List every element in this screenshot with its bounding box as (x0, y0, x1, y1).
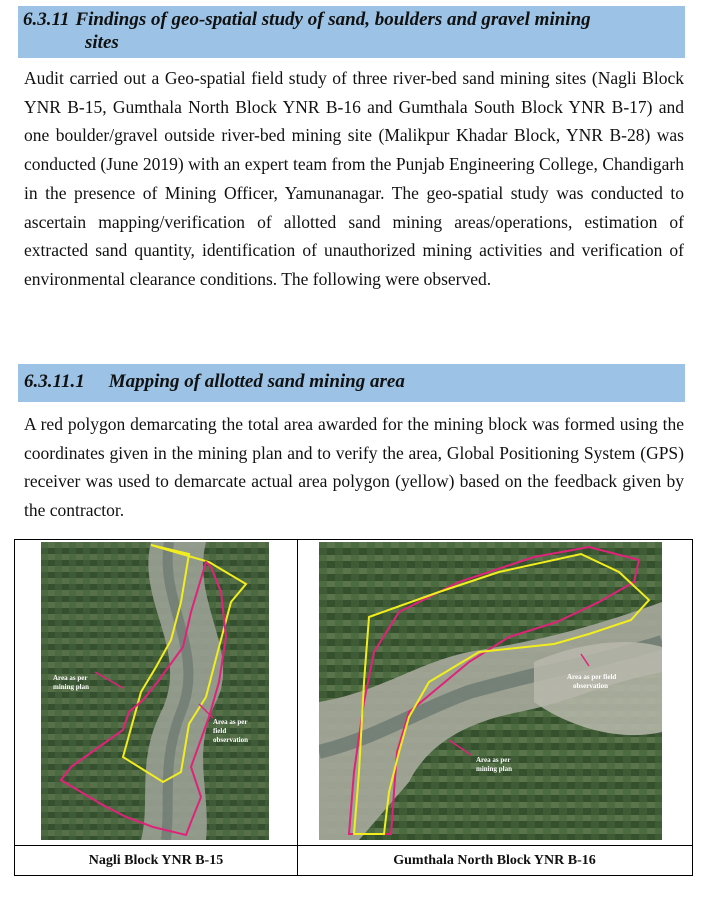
subsection-title: Mapping of allotted sand mining area (108, 371, 405, 392)
label-mining-plan-line2: mining plan (476, 765, 512, 773)
caption-nagli: Nagli Block YNR B-15 (15, 846, 298, 876)
label-field-line3: observation (213, 736, 248, 744)
figure-cell-gumthala (297, 540, 692, 845)
figure-table (14, 539, 693, 876)
label-field-line2: observation (573, 682, 608, 690)
section-heading (18, 6, 685, 58)
caption-row (15, 845, 692, 876)
subsection-number: 6.3.11.1 (24, 371, 85, 392)
label-field-line2: field (213, 727, 227, 735)
satellite-map-gumthala (319, 542, 662, 840)
section-title-line2: sites (85, 32, 119, 53)
label-mining-plan-line1: Area as per (53, 674, 88, 682)
section-paragraph: Audit carried out a Geo-spatial field study of three river-bed sand mining sites (Nagli Block YNR B-15, Gumthala North Block YNR B-16 and Gumthala South Block YNR B-17) and one boulder/gravel outside river-bed mining site (Malikpur Khadar Block, YNR B-28) was conducted (June 2019) with an expert team from the Punjab Engineering College, Chandigarh in the presence of Mining Officer, Yamunanagar. The geo-spatial study was conducted to ascertain mapping/verification of allotted sand mining areas/operations, estimation of extracted sand quantity, identification of unauthorized mining activities and verification of environmental clearance conditions. The following were observed. (24, 68, 684, 289)
label-field-line1: Area as per field (567, 673, 617, 681)
section-title-line1: Findings of geo-spatial study of sand, boulders and gravel mining (75, 9, 591, 30)
figure-cell-nagli (15, 540, 298, 845)
label-mining-plan-line2: mining plan (53, 683, 89, 691)
label-mining-plan-line1: Area as per (476, 756, 511, 764)
subsection-paragraph: A red polygon demarcating the total area awarded for the mining block was formed using the coordinates given in the mining plan and to verify the area, Global Positioning System (GPS) receiver was used to demarcate actual area polygon (yellow) based on the feedback given by the contractor. (24, 414, 684, 521)
caption-gumthala: Gumthala North Block YNR B-16 (393, 853, 596, 868)
section-number: 6.3.11 (23, 9, 70, 30)
satellite-map-nagli (41, 542, 269, 840)
subsection-heading (18, 364, 685, 402)
label-field-line1: Area as per (213, 718, 248, 726)
